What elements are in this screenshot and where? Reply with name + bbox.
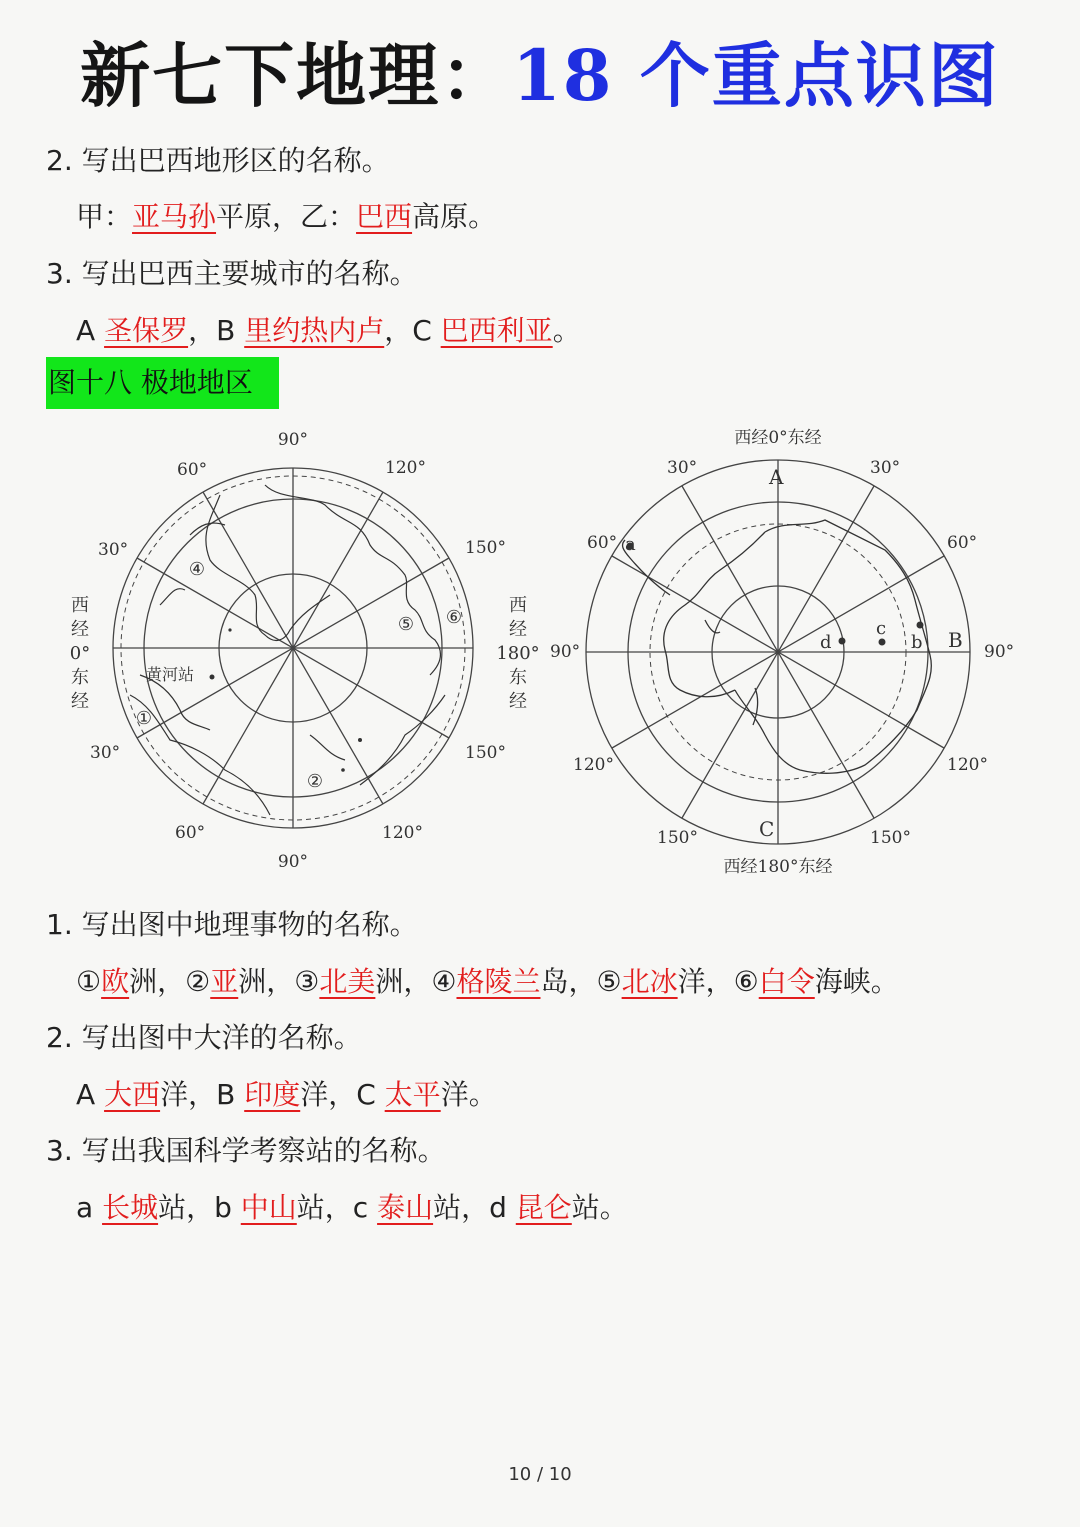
station-label-huanghe: 黄河站 (146, 665, 195, 684)
svg-text:经: 经 (71, 691, 89, 712)
ocean-b-label: B (948, 628, 963, 652)
answer-brazil-plateau: 巴西 (356, 200, 413, 233)
svg-text:180°: 180° (496, 643, 540, 664)
station-a-label: a (625, 534, 636, 555)
lon-label: 150° (465, 743, 506, 763)
lon-label: 90° (550, 642, 581, 662)
lon-label: 60° (947, 533, 978, 553)
brazil-answer-2: 甲：亚马孙平原，乙：巴西高原。 (76, 200, 497, 233)
lon-label: 90° (984, 642, 1015, 662)
answer-brasilia: 巴西利亚 (440, 314, 553, 347)
polar-question-2: 2. 写出图中大洋的名称。 (46, 1021, 362, 1054)
ocean-a-label: A (769, 465, 784, 489)
answer-amazon: 亚马孙 (132, 200, 217, 233)
marker-5: ⑤ (397, 614, 415, 635)
arctic-map (60, 425, 540, 875)
lon-label: 150° (465, 538, 506, 558)
marker-2: ② (306, 771, 324, 792)
answer-rio: 里约热内卢 (244, 314, 385, 347)
answer-sao-paulo: 圣保罗 (104, 314, 189, 347)
svg-text:西: 西 (509, 595, 527, 616)
lon-label: 120° (573, 755, 614, 775)
brazil-answer-3: A 圣保罗，B 里约热内卢，C 巴西利亚。 (76, 314, 581, 347)
antarctic-map (545, 420, 1025, 882)
marker-1: ① (135, 708, 153, 729)
polar-answer-2: A 大西洋，B 印度洋，C 太平洋。 (76, 1078, 497, 1111)
lon-label-top: 西经0°东经 (734, 428, 822, 448)
lon-label: 150° (870, 828, 911, 848)
lon-label: 150° (657, 828, 698, 848)
lon-label: 60° (175, 823, 206, 843)
lat-label-bottom: 90° (277, 852, 309, 872)
station-c-label: c (876, 618, 887, 639)
lon-label: 30° (870, 458, 901, 478)
polar-answer-1: ①欧洲，②亚洲，③北美洲，④格陵兰岛，⑤北冰洋，⑥白令海峡。 (76, 965, 899, 998)
svg-text:东: 东 (509, 667, 527, 688)
polar-question-1: 1. 写出图中地理事物的名称。 (46, 908, 418, 941)
svg-text:经: 经 (509, 691, 527, 712)
polar-question-3: 3. 写出我国科学考察站的名称。 (46, 1134, 446, 1167)
svg-text:0°: 0° (69, 643, 91, 664)
lon-label: 120° (382, 823, 423, 843)
svg-text:东: 东 (71, 667, 89, 688)
brazil-question-2: 2. 写出巴西地形区的名称。 (46, 144, 390, 177)
lat-label-top: 90° (277, 430, 309, 450)
lon-label: 30° (667, 458, 698, 478)
page-number: 10 / 10 (508, 1464, 572, 1485)
svg-text:经: 经 (71, 619, 89, 640)
ocean-c-label: C (759, 817, 775, 841)
polar-answer-3: a 长城站，b 中山站，c 泰山站，d 昆仑站。 (76, 1191, 628, 1224)
marker-4: ④ (188, 559, 206, 580)
svg-text:西: 西 (71, 595, 89, 616)
lon-label: 30° (90, 743, 121, 763)
lon-label: 120° (947, 755, 988, 775)
figure-label: 图十八 极地地区 (46, 357, 279, 409)
brazil-question-3: 3. 写出巴西主要城市的名称。 (46, 257, 418, 290)
lon-label-bottom: 西经180°东经 (723, 857, 833, 877)
lon-label: 120° (385, 458, 426, 478)
page-title: 新七下地理：18 个重点识图 (80, 34, 1000, 117)
station-d-label: d (820, 632, 832, 653)
lon-label: 30° (98, 540, 129, 560)
svg-text:经: 经 (509, 619, 527, 640)
lon-label: 60° (587, 533, 618, 553)
marker-6: ⑥ (445, 607, 463, 628)
lon-label: 60° (177, 460, 208, 480)
station-b-label: b (911, 632, 923, 653)
